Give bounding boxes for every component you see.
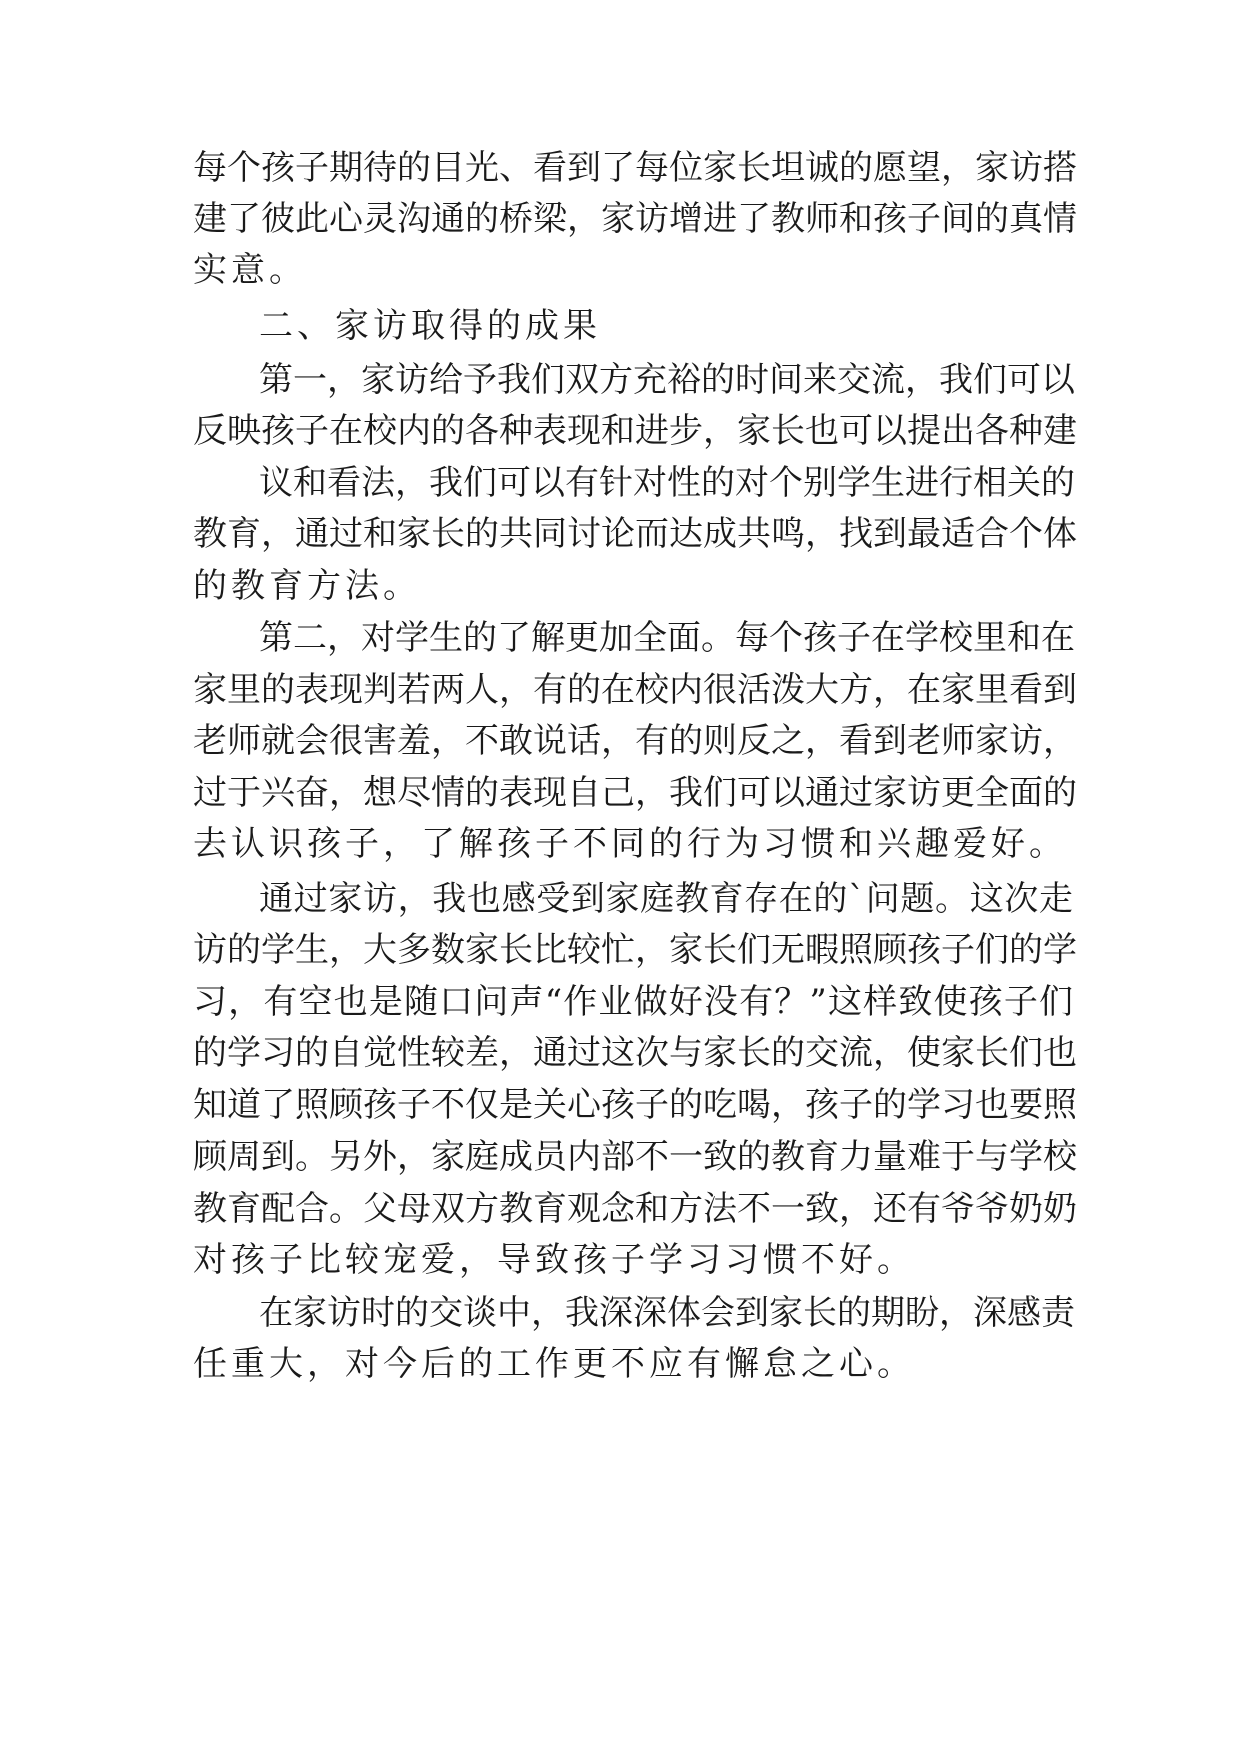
text-line: 第一，家访给予我们双方充裕的时间来交流，我们可以 [259,360,1075,400]
text-line: 教育，通过和家长的共同讨论而达成共鸣，找到最适合个体 [193,514,1077,554]
section-heading: 二、家访取得的成果 [259,306,601,346]
text-line: 教育配合。父母双方教育观念和方法不一致，还有爷爷奶奶 [193,1189,1077,1229]
text-line: 的教育方法。 [193,566,421,606]
text-line: 顾周到。另外，家庭成员内部不一致的教育力量难于与学校 [193,1137,1077,1177]
text-line: 第二，对学生的了解更加全面。每个孩子在学校里和在 [259,618,1075,658]
text-line: 访的学生，大多数家长比较忙，家长们无暇照顾孩子们的学 [193,930,1077,970]
text-line: 习，有空也是随口问声“作业做好没有？”这样致使孩子们 [193,982,1073,1022]
text-line: 任重大，对今后的工作更不应有懈怠之心。 [193,1344,915,1384]
text-line: 每个孩子期待的目光、看到了每位家长坦诚的愿望，家访搭 [193,148,1077,188]
text-line: 实意。 [193,250,307,290]
text-line: 建了彼此心灵沟通的桥梁，家访增进了教师和孩子间的真情 [193,199,1077,239]
text-line: 对孩子比较宠爱，导致孩子学习习惯不好。 [193,1240,915,1280]
text-line: 在家访时的交谈中，我深深体会到家长的期盼，深感责 [259,1293,1075,1333]
text-line: 通过家访，我也感受到家庭教育存在的`问题。这次走 [259,879,1073,919]
text-line: 老师就会很害羞，不敢说话，有的则反之，看到老师家访， [193,721,1077,761]
text-line: 反映孩子在校内的各种表现和进步，家长也可以提出各种建 [193,411,1077,451]
text-line: 议和看法，我们可以有针对性的对个别学生进行相关的 [259,463,1075,503]
text-line: 的学习的自觉性较差，通过这次与家长的交流，使家长们也 [193,1033,1077,1073]
text-line: 知道了照顾孩子不仅是关心孩子的吃喝，孩子的学习也要照 [193,1085,1077,1125]
text-line: 去认识孩子，了解孩子不同的行为习惯和兴趣爱好。 [193,824,1067,864]
text-line: 家里的表现判若两人，有的在校内很活泼大方，在家里看到 [193,670,1077,710]
text-line: 过于兴奋，想尽情的表现自己，我们可以通过家访更全面的 [193,773,1077,813]
